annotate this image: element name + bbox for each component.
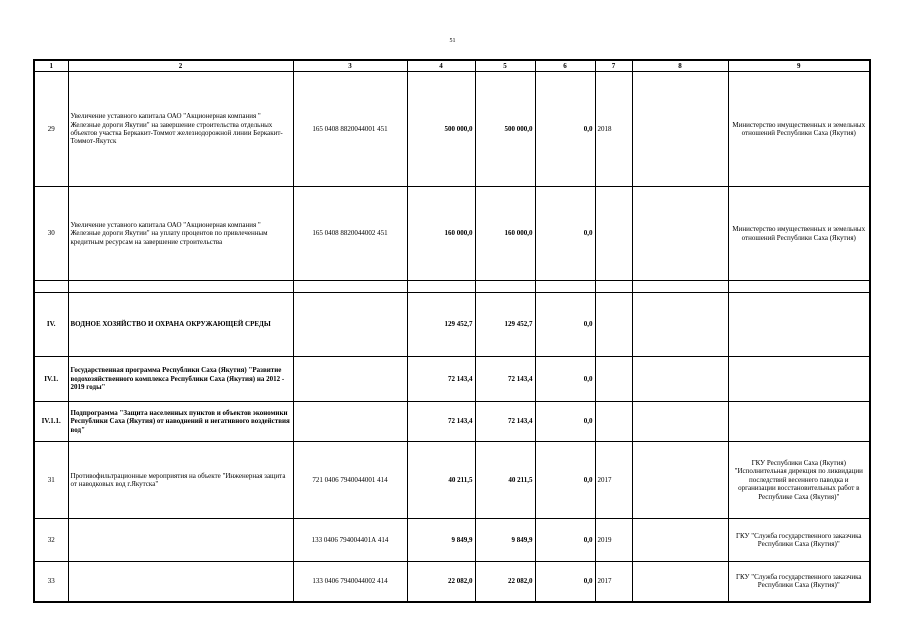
column-header: 7	[595, 60, 632, 72]
column-header: 3	[293, 60, 407, 72]
row-number: IV.1.	[34, 357, 68, 402]
header-row	[34, 60, 870, 72]
table-row	[34, 281, 870, 293]
budget-code	[293, 293, 407, 357]
amount: 129 452,7	[475, 293, 535, 357]
amount: 72 143,4	[475, 402, 535, 442]
col8-cell	[632, 72, 728, 187]
col6-amount: 0,0	[535, 357, 595, 402]
col6-amount: 0,0	[535, 187, 595, 281]
col8-cell	[632, 187, 728, 281]
year	[595, 357, 632, 402]
column-header: 2	[68, 60, 293, 72]
total-amount: 500 000,0	[407, 72, 475, 187]
col8-cell	[632, 357, 728, 402]
amount: 500 000,0	[475, 72, 535, 187]
column-header: 9	[728, 60, 870, 72]
amount: 72 143,4	[475, 357, 535, 402]
row-name	[68, 562, 293, 602]
budget-code: 133 0406 794004401А 414	[293, 519, 407, 562]
table-row	[34, 519, 870, 562]
row-number: 30	[34, 187, 68, 281]
page-number: 51	[449, 38, 456, 44]
total-amount: 40 211,5	[407, 442, 475, 519]
row-number: IV.	[34, 293, 68, 357]
executor	[728, 293, 870, 357]
col6-amount: 0,0	[535, 442, 595, 519]
year	[595, 402, 632, 442]
executor	[728, 357, 870, 402]
col6-amount: 0,0	[535, 562, 595, 602]
row-name: Увеличение уставного капитала ОАО "Акционерная компания " Железные дороги Якутии" на уплату процентов по привлеченным кредитным ресурсам на завершение строительства	[68, 187, 293, 281]
column-header: 1	[34, 60, 68, 72]
executor	[728, 402, 870, 442]
column-header: 5	[475, 60, 535, 72]
column-header: 6	[535, 60, 595, 72]
year: 2017	[595, 442, 632, 519]
row-name: Противофильтрационные мероприятия на объекте "Инженерная защита от наводковых вод г.Якутска"	[68, 442, 293, 519]
total-amount: 72 143,4	[407, 402, 475, 442]
executor: Министерство имущественных и земельных отношений Республики Саха (Якутия)	[728, 72, 870, 187]
budget-code	[293, 357, 407, 402]
executor: Министерство имущественных и земельных отношений Республики Саха (Якутия)	[728, 187, 870, 281]
year	[595, 187, 632, 281]
section-row	[34, 402, 870, 442]
total-amount: 160 000,0	[407, 187, 475, 281]
executor	[728, 281, 870, 293]
total-amount: 129 452,7	[407, 293, 475, 357]
budget-code: 133 0406 7940044002 414	[293, 562, 407, 602]
row-name: Подпрограмма "Защита населенных пунктов и объектов экономики Республики Саха (Якутия) от наводнений и негативного воздействия вод"	[68, 402, 293, 442]
row-number: 32	[34, 519, 68, 562]
column-header: 4	[407, 60, 475, 72]
row-name	[68, 281, 293, 293]
budget-code: 165 0408 8820044002 451	[293, 187, 407, 281]
col6-amount	[535, 281, 595, 293]
col6-amount: 0,0	[535, 72, 595, 187]
amount	[475, 281, 535, 293]
row-name: ВОДНОЕ ХОЗЯЙСТВО И ОХРАНА ОКРУЖАЮЩЕЙ СРЕДЫ	[68, 293, 293, 357]
col6-amount: 0,0	[535, 519, 595, 562]
row-name: Государственная программа Республики Саха (Якутия) "Развитие водохозяйственного комплекса Республики Саха (Якутия) на 2012 - 2019 годы"	[68, 357, 293, 402]
total-amount: 22 082,0	[407, 562, 475, 602]
col6-amount: 0,0	[535, 402, 595, 442]
year: 2019	[595, 519, 632, 562]
column-header: 8	[632, 60, 728, 72]
total-amount: 9 849,9	[407, 519, 475, 562]
row-name	[68, 519, 293, 562]
executor: ГКУ "Служба государственного заказчика Республики Саха (Якутия)"	[728, 519, 870, 562]
col6-amount: 0,0	[535, 293, 595, 357]
executor: ГКУ Республики Саха (Якутия) "Исполнительная дирекция по ликвидации последствий весеннего паводка и организации восстановительных работ в Республике Саха (Якутия)"	[728, 442, 870, 519]
budget-code: 721 0406 7940044001 414	[293, 442, 407, 519]
year: 2017	[595, 562, 632, 602]
amount: 40 211,5	[475, 442, 535, 519]
budget-code: 165 0408 8820044001 451	[293, 72, 407, 187]
row-name: Увеличение уставного капитала ОАО "Акционерная компания " Железные дороги Якутии" на завершение строительства отдельных объектов участка Беркакит-Томмот железнодорожной линии Беркакит-Томмот-Якутск	[68, 72, 293, 187]
section-row	[34, 293, 870, 357]
col8-cell	[632, 281, 728, 293]
amount: 22 082,0	[475, 562, 535, 602]
year: 2018	[595, 72, 632, 187]
col8-cell	[632, 442, 728, 519]
budget-code	[293, 402, 407, 442]
row-number: 29	[34, 72, 68, 187]
total-amount: 72 143,4	[407, 357, 475, 402]
table-row	[34, 442, 870, 519]
col8-cell	[632, 402, 728, 442]
row-number: IV.1.1.	[34, 402, 68, 442]
year	[595, 293, 632, 357]
executor: ГКУ "Служба государственного заказчика Республики Саха (Якутия)"	[728, 562, 870, 602]
row-number: 33	[34, 562, 68, 602]
total-amount	[407, 281, 475, 293]
amount: 9 849,9	[475, 519, 535, 562]
year	[595, 281, 632, 293]
amount: 160 000,0	[475, 187, 535, 281]
table-row	[34, 187, 870, 281]
row-number: 31	[34, 442, 68, 519]
budget-table	[33, 59, 871, 603]
section-row	[34, 357, 870, 402]
table-row	[34, 562, 870, 602]
col8-cell	[632, 293, 728, 357]
table-row	[34, 72, 870, 187]
budget-code	[293, 281, 407, 293]
col8-cell	[632, 519, 728, 562]
col8-cell	[632, 562, 728, 602]
row-number	[34, 281, 68, 293]
